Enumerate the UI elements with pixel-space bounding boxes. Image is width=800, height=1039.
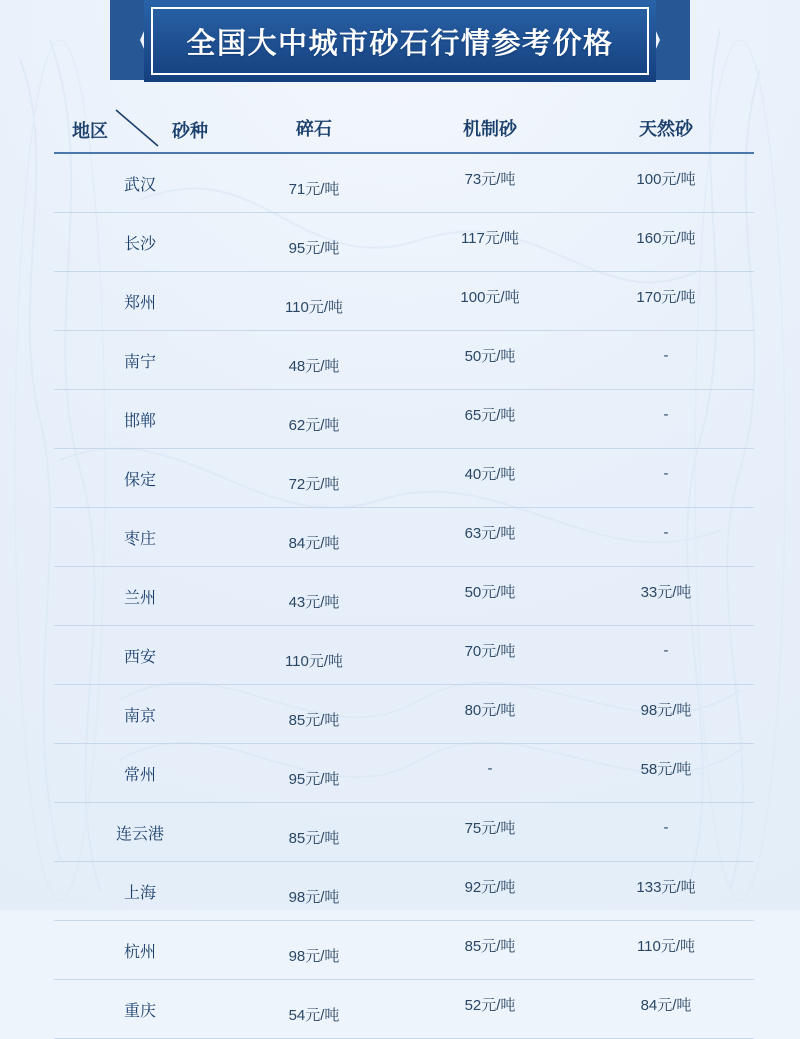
cell-natural-sand: 160元/吨 bbox=[578, 213, 754, 272]
table-row bbox=[54, 685, 754, 744]
cell-natural-sand: - bbox=[578, 803, 754, 862]
cell-region: 保定 bbox=[54, 449, 226, 508]
table-row bbox=[54, 449, 754, 508]
cell-crushed-stone: 98元/吨 bbox=[226, 921, 402, 980]
table-row bbox=[54, 390, 754, 449]
corner-row-label: 地区 bbox=[72, 121, 108, 141]
cell-crushed-stone: 48元/吨 bbox=[226, 331, 402, 390]
cell-manufactured-sand: - bbox=[402, 744, 578, 803]
cell-manufactured-sand: 63元/吨 bbox=[402, 508, 578, 567]
cell-manufactured-sand: 50元/吨 bbox=[402, 567, 578, 626]
cell-region: 重庆 bbox=[54, 980, 226, 1039]
table-header-row bbox=[54, 104, 754, 153]
cell-manufactured-sand: 117元/吨 bbox=[402, 213, 578, 272]
corner-col-label: 砂种 bbox=[172, 121, 208, 141]
column-header-natural-sand: 天然砂 bbox=[639, 119, 693, 139]
cell-region: 邯郸 bbox=[54, 390, 226, 449]
cell-crushed-stone: 95元/吨 bbox=[226, 744, 402, 803]
cell-crushed-stone: 43元/吨 bbox=[226, 567, 402, 626]
cell-crushed-stone: 62元/吨 bbox=[226, 390, 402, 449]
table-corner-header bbox=[54, 104, 226, 153]
cell-manufactured-sand: 70元/吨 bbox=[402, 626, 578, 685]
cell-natural-sand: - bbox=[578, 331, 754, 390]
cell-region: 常州 bbox=[54, 744, 226, 803]
price-table-container bbox=[54, 104, 754, 1039]
cell-natural-sand: - bbox=[578, 390, 754, 449]
column-header-manufactured-sand: 机制砂 bbox=[463, 119, 517, 139]
table-row bbox=[54, 213, 754, 272]
cell-crushed-stone: 71元/吨 bbox=[226, 153, 402, 213]
cell-region: 上海 bbox=[54, 862, 226, 921]
header-banner bbox=[0, 0, 800, 92]
table-row bbox=[54, 980, 754, 1039]
cell-region: 枣庄 bbox=[54, 508, 226, 567]
cell-crushed-stone: 84元/吨 bbox=[226, 508, 402, 567]
cell-natural-sand: 33元/吨 bbox=[578, 567, 754, 626]
price-table bbox=[54, 104, 754, 1039]
cell-natural-sand: - bbox=[578, 449, 754, 508]
cell-crushed-stone: 85元/吨 bbox=[226, 685, 402, 744]
cell-natural-sand: 170元/吨 bbox=[578, 272, 754, 331]
table-row bbox=[54, 508, 754, 567]
column-header-crushed-stone: 碎石 bbox=[296, 119, 332, 139]
cell-manufactured-sand: 40元/吨 bbox=[402, 449, 578, 508]
cell-natural-sand: 98元/吨 bbox=[578, 685, 754, 744]
table-row bbox=[54, 744, 754, 803]
cell-manufactured-sand: 85元/吨 bbox=[402, 921, 578, 980]
table-header bbox=[54, 104, 754, 153]
cell-region: 兰州 bbox=[54, 567, 226, 626]
table-row bbox=[54, 331, 754, 390]
table-row bbox=[54, 626, 754, 685]
table-row bbox=[54, 803, 754, 862]
cell-crushed-stone: 85元/吨 bbox=[226, 803, 402, 862]
cell-natural-sand: 84元/吨 bbox=[578, 980, 754, 1039]
cell-natural-sand: 133元/吨 bbox=[578, 862, 754, 921]
cell-crushed-stone: 98元/吨 bbox=[226, 862, 402, 921]
cell-manufactured-sand: 50元/吨 bbox=[402, 331, 578, 390]
cell-natural-sand: 100元/吨 bbox=[578, 153, 754, 213]
cell-manufactured-sand: 75元/吨 bbox=[402, 803, 578, 862]
cell-natural-sand: - bbox=[578, 626, 754, 685]
table-row bbox=[54, 862, 754, 921]
cell-natural-sand: - bbox=[578, 508, 754, 567]
cell-region: 南京 bbox=[54, 685, 226, 744]
cell-natural-sand: 58元/吨 bbox=[578, 744, 754, 803]
cell-crushed-stone: 95元/吨 bbox=[226, 213, 402, 272]
cell-crushed-stone: 72元/吨 bbox=[226, 449, 402, 508]
cell-region: 南宁 bbox=[54, 331, 226, 390]
cell-crushed-stone: 110元/吨 bbox=[226, 272, 402, 331]
cell-manufactured-sand: 80元/吨 bbox=[402, 685, 578, 744]
cell-region: 西安 bbox=[54, 626, 226, 685]
cell-crushed-stone: 54元/吨 bbox=[226, 980, 402, 1039]
table-row bbox=[54, 153, 754, 213]
table-body bbox=[54, 153, 754, 1039]
cell-manufactured-sand: 73元/吨 bbox=[402, 153, 578, 213]
page-title: 全国大中城市砂石行情参考价格 bbox=[186, 27, 614, 60]
cell-region: 武汉 bbox=[54, 153, 226, 213]
table-row bbox=[54, 921, 754, 980]
cell-crushed-stone: 110元/吨 bbox=[226, 626, 402, 685]
table-row bbox=[54, 567, 754, 626]
cell-manufactured-sand: 100元/吨 bbox=[402, 272, 578, 331]
cell-region: 杭州 bbox=[54, 921, 226, 980]
cell-region: 连云港 bbox=[54, 803, 226, 862]
cell-manufactured-sand: 65元/吨 bbox=[402, 390, 578, 449]
cell-natural-sand: 110元/吨 bbox=[578, 921, 754, 980]
table-row bbox=[54, 272, 754, 331]
cell-manufactured-sand: 92元/吨 bbox=[402, 862, 578, 921]
cell-region: 长沙 bbox=[54, 213, 226, 272]
cell-region: 郑州 bbox=[54, 272, 226, 331]
cell-manufactured-sand: 52元/吨 bbox=[402, 980, 578, 1039]
